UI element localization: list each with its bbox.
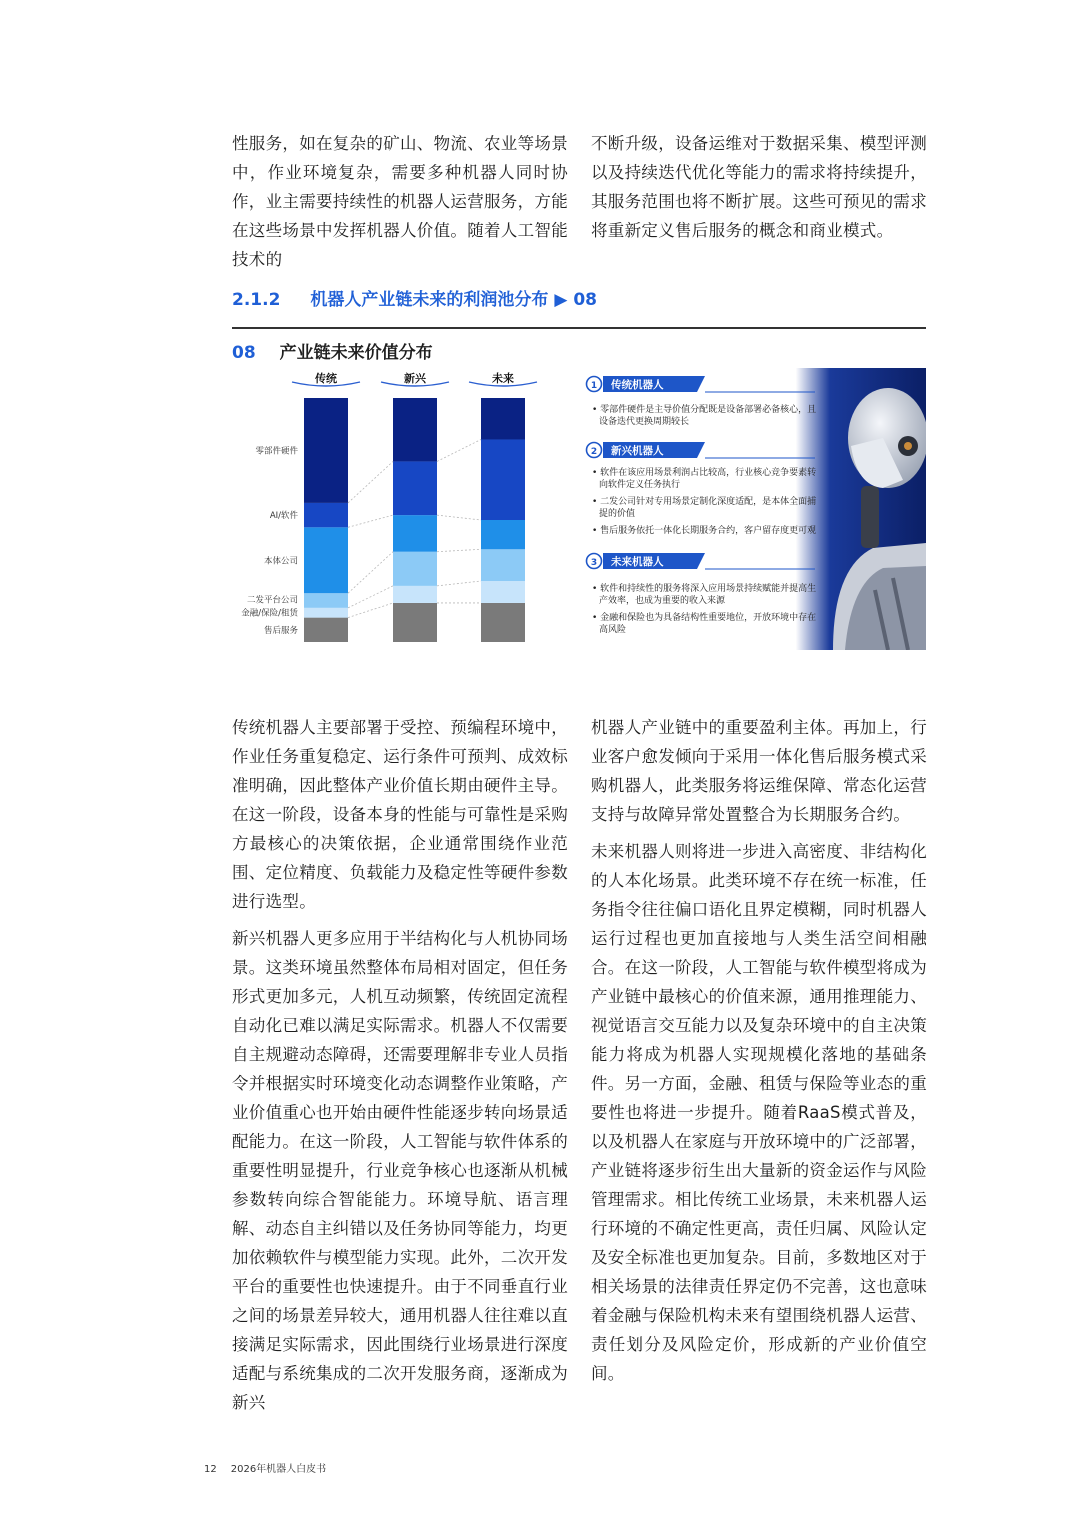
row-label: 金融/保险/租赁 bbox=[241, 608, 298, 619]
bar-segment bbox=[393, 552, 437, 586]
panel-bullet: • 零部件硬件是主导价值分配既是设备部署必备核心，且设备迭代更换周期较长 bbox=[592, 405, 817, 427]
section-number: 1 bbox=[590, 381, 598, 391]
bar-segment bbox=[393, 515, 437, 552]
figure-caption: 产业链未来价值分布 bbox=[279, 343, 433, 363]
section-heading bbox=[232, 285, 597, 310]
connector-line bbox=[348, 552, 393, 593]
bar-segment bbox=[304, 593, 348, 608]
bar-segment bbox=[393, 603, 437, 642]
value-distribution-chart bbox=[232, 368, 552, 648]
connector-line bbox=[437, 549, 481, 551]
row-label: 零部件硬件 bbox=[255, 446, 298, 457]
page-footer bbox=[204, 1460, 326, 1475]
bar-segment bbox=[393, 586, 437, 603]
bar-segment bbox=[304, 527, 348, 593]
bottom-right-paragraph: 机器人产业链中的重要盈利主体。再加上，行业客户愈发倾向于采用一体化售后服务模式采购机器人，此类服务将运维保障、常态化运营支持与故障异常处置整合为长期服务合约。 bbox=[591, 718, 927, 824]
category-label: 未来 bbox=[492, 372, 514, 385]
panel-bullet: • 二发公司针对专用场景定制化深度适配，是本体全面捕捉的价值 bbox=[592, 497, 817, 519]
section-title: 机器人产业链未来的利润池分布 ▶ 08 bbox=[310, 290, 597, 310]
connector-line bbox=[348, 603, 393, 618]
panel-bullet: • 软件和持续性的服务将深入应用场景持续赋能并提高生产效率，也成为重要的收入来源 bbox=[592, 584, 817, 606]
bar-segment bbox=[304, 503, 348, 527]
bottom-right-paragraph: 未来机器人则将进一步进入高密度、非结构化的人本化场景。此类环境不存在统一标准，任务指令往往偏口语化且界定模糊，同时机器人运行过程也更加直接地与人类生活空间相融合。在这一阶段，人工智能与软件模型将成为产业链中最核心的价值来源，通用推理能力、视觉语言交互能力以及复杂环境中的自主决策能力将成为机器人实现规模化落地的基础条件。另一方面，金融、租赁与保险等业态的重要性也将进一步提升。随着RaaS模式普及，以及机器人在家庭与开放环境中的广泛部署，产业链将逐步衍生出大量新的资金运作与风险管理需求。相比传统工业场景，未来机器人运行环境的不确定性更高，责任归属、风险认定及安全标准也更加复杂。目前，多数地区对于相关场景的法律责任界定仍不完善，这也意味着金融与保险机构未来有望围绕机器人运营、责任划分及风险定价，形成新的产业价值空间。 bbox=[591, 842, 927, 1383]
bar-segment bbox=[481, 581, 525, 603]
bar-segment bbox=[304, 398, 348, 503]
section-number: 3 bbox=[590, 558, 598, 568]
figure-number: 08 bbox=[232, 343, 256, 363]
bar-segment bbox=[481, 520, 525, 549]
category-label: 传统 bbox=[315, 372, 337, 385]
connector-line bbox=[437, 581, 481, 586]
bar-segment bbox=[481, 439, 525, 520]
bottom-left-paragraph: 新兴机器人更多应用于半结构化与人机协同场景。这类环境虽然整体布局相对固定，但任务形式更加多元，人机互动频繁，传统固定流程自动化已难以满足实际需求。机器人不仅需要自主规避动态障碍，还需要理解非专业人员指令并根据实时环境变化动态调整作业策略，产业价值重心也开始由硬件性能逐步转向场景适配能力。在这一阶段，人工智能与软件体系的重要性明显提升，行业竞争核心也逐渐从机械参数转向综合智能能力。环境导航、语言理解、动态自主纠错以及任务协同等能力，均更加依赖软件与模型能力实现。此外，二次开发平台的重要性也快速提升。由于不同垂直行业之间的场景差异较大，通用机器人往往难以直接满足实际需求，因此围绕行业场景进行深度适配与系统集成的二次开发服务商，逐渐成为新兴 bbox=[232, 929, 568, 1412]
section-number: 2 bbox=[590, 447, 598, 457]
row-label: 本体公司 bbox=[263, 556, 298, 567]
row-label: 售后服务 bbox=[263, 625, 298, 636]
row-label: 二发平台公司 bbox=[246, 595, 298, 606]
footer-title: 2026年机器人白皮书 bbox=[230, 1464, 327, 1475]
panel-bullet: • 金融和保险也为具备结构性重要地位，开放环境中存在高风险 bbox=[592, 613, 817, 635]
top-right-paragraph: 不断升级，设备运维对于数据采集、模型评测以及持续迭代优化等能力的需求将持续提升，其服务范围也将不断扩展。这些可预见的需求将重新定义售后服务的概念和商业模式。 bbox=[591, 134, 927, 240]
top-left-column bbox=[232, 129, 568, 282]
connector-line bbox=[437, 439, 481, 461]
panel-bullet: • 售后服务依托一体化长期服务合约，客户留存度更可观 bbox=[592, 526, 817, 536]
section-title: 传统机器人 bbox=[611, 379, 664, 391]
connector-line bbox=[348, 461, 393, 502]
bottom-left-column bbox=[232, 713, 568, 1425]
bar-segment bbox=[481, 549, 525, 581]
section-title: 新兴机器人 bbox=[611, 445, 664, 457]
robot-types-panel bbox=[583, 368, 926, 650]
connector-line bbox=[437, 515, 481, 520]
bar-segment bbox=[393, 398, 437, 461]
bottom-left-paragraph: 传统机器人主要部署于受控、预编程环境中，作业任务重复稳定、运行条件可预判、成效标准明确，因此整体产业价值长期由硬件主导。在这一阶段，设备本身的性能与可靠性是采购方最核心的决策依据，企业通常围绕作业范围、定位精度、负载能力及稳定性等硬件参数进行选型。 bbox=[232, 718, 568, 911]
top-left-paragraph: 性服务，如在复杂的矿山、物流、农业等场景中，作业环境复杂，需要多种机器人同时协作，业主需要持续性的机器人运营服务，方能在这些场景中发挥机器人价值。随着人工智能技术的 bbox=[232, 134, 568, 269]
section-title: 未来机器人 bbox=[611, 556, 664, 568]
figure-title bbox=[232, 338, 433, 363]
section-number: 2.1.2 bbox=[232, 290, 281, 310]
bar-segment bbox=[481, 603, 525, 642]
section-divider bbox=[232, 327, 926, 329]
panel-bullet: • 软件在该应用场景利润占比较高，行业核心竞争要素转向软件定义任务执行 bbox=[592, 468, 817, 490]
bottom-right-column bbox=[591, 713, 927, 1396]
row-label: AI/软件 bbox=[269, 511, 298, 522]
bar-segment bbox=[304, 608, 348, 618]
category-label: 新兴 bbox=[404, 372, 426, 385]
connector-line bbox=[348, 515, 393, 527]
bar-segment bbox=[393, 461, 437, 515]
bar-segment bbox=[304, 618, 348, 642]
top-right-column bbox=[591, 129, 927, 253]
connector-line bbox=[348, 586, 393, 608]
bar-segment bbox=[481, 398, 525, 439]
page-number: 12 bbox=[204, 1464, 217, 1475]
